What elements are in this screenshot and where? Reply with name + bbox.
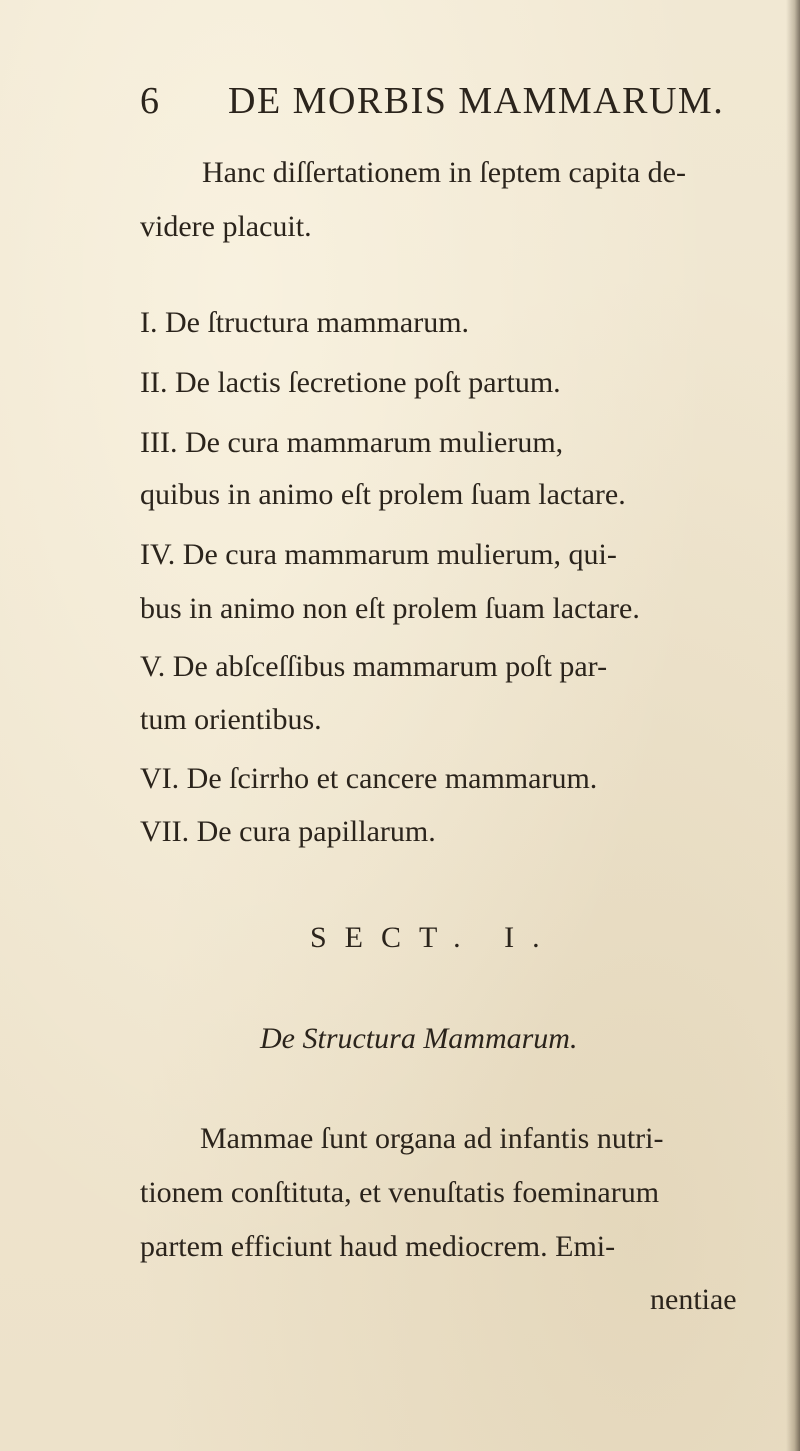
page-header (140, 78, 740, 128)
chapter-item: IV. De cura mammarum mulierum, qui- (140, 538, 617, 571)
page-edge-shadow (786, 0, 800, 1451)
intro-line: Hanc diſſertationem in ſeptem capita de- (202, 156, 686, 189)
catchword: nentiae (650, 1283, 737, 1316)
intro-line: videre placuit. (140, 210, 312, 243)
section-heading: SECT. I. (310, 921, 558, 954)
chapter-item: II. De lactis ſecretione poſt partum. (140, 366, 561, 399)
page-number: 6 (140, 80, 160, 122)
body-line: Mammae ſunt organa ad infantis nutri- (200, 1122, 664, 1155)
section-title: De Structura Mammarum. (260, 1022, 578, 1055)
chapter-item: I. De ſtructura mammarum. (140, 306, 470, 339)
body-line: partem efficiunt haud mediocrem. Emi- (140, 1230, 616, 1263)
chapter-item: III. De cura mammarum mulierum, (140, 426, 564, 459)
chapter-item-continuation: quibus in animo eſt prolem ſuam lactare. (140, 478, 626, 511)
chapter-item-continuation: bus in animo non eſt prolem ſuam lactare. (140, 592, 640, 625)
chapter-item: VII. De cura papillarum. (140, 815, 436, 848)
running-head: DE MORBIS MAMMARUM. (228, 80, 725, 122)
chapter-item: VI. De ſcirrho et cancere mammarum. (140, 762, 598, 795)
chapter-item-continuation: tum orientibus. (140, 703, 322, 736)
chapter-item: V. De abſceſſibus mammarum poſt par- (140, 650, 608, 683)
body-line: tionem conſtituta, et venuſtatis foeminarum (140, 1176, 660, 1209)
